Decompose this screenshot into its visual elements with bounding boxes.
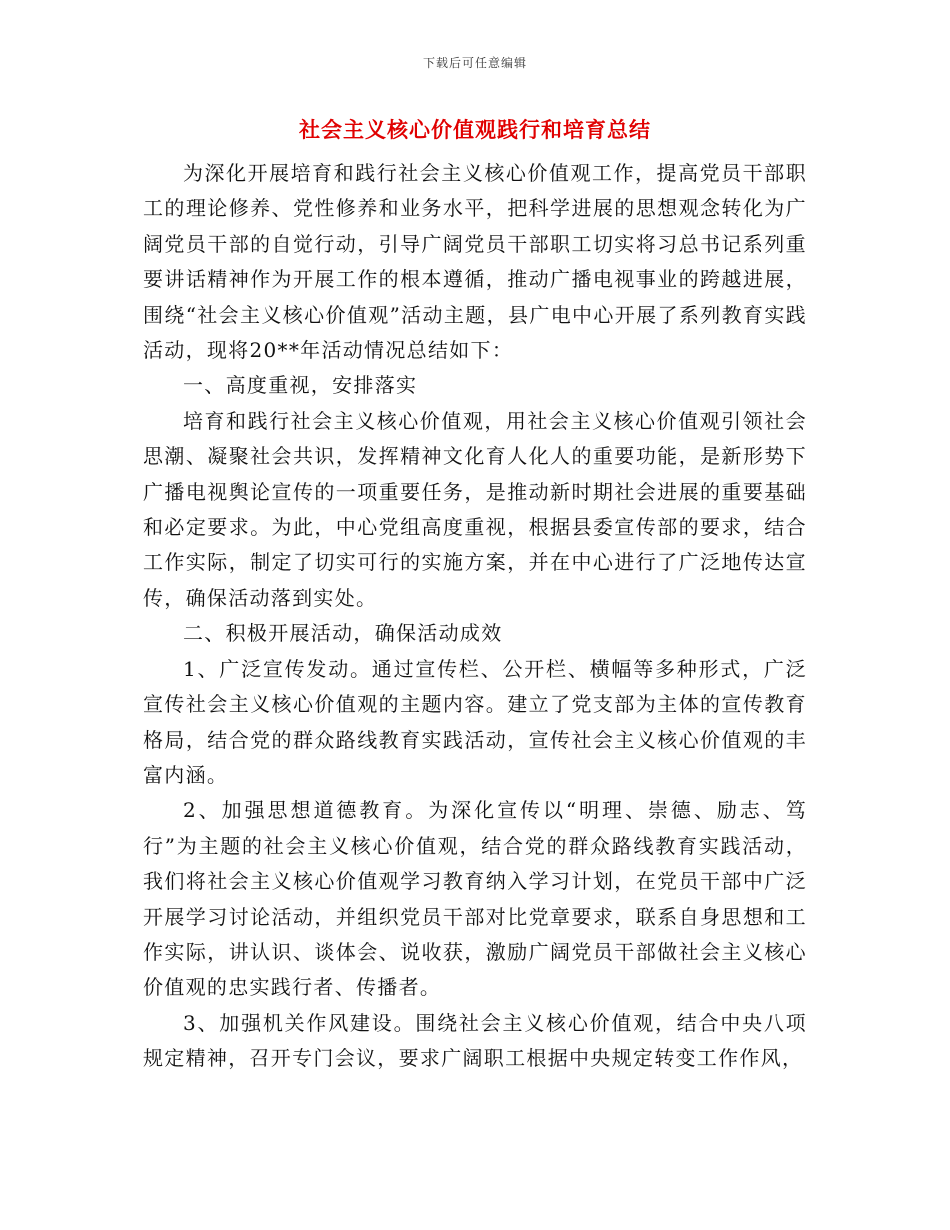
section-1-heading: 一、高度重视，安排落实	[183, 373, 418, 398]
item-2-paragraph: 2、加强思想道德教育。为深化宣传以“明理、崇德、励志、笃行”为主题的社会主义核心价值观，结合党的群众路线教育实践活动，我们将社会主义核心价值观学习教育纳入学习计划，在党员干部中广泛开展学习讨论活动，并组织党员干部对比党章要求，联系自身思想和工作实际，讲认识、谈体会、说收获，激励广阔党员干部做社会主义核心价值观的忠实践行者、传播者。	[143, 798, 807, 1000]
item-1-paragraph: 1、广泛宣传发动。通过宣传栏、公开栏、横幅等多种形式，广泛宣传社会主义核心价值观的主题内容。建立了党支部为主体的宣传教育格局，结合党的群众路线教育实践活动，宣传社会主义核心价值观的丰富内涵。	[143, 656, 807, 787]
section-2-heading: 二、积极开展活动，确保活动成效	[183, 621, 503, 646]
item-3-paragraph: 3、加强机关作风建设。围绕社会主义核心价值观，结合中央八项规定精神，召开专门会议，要求广阔职工根据中央规定转变工作作风，	[143, 1010, 807, 1071]
document-body	[143, 156, 807, 1077]
section-1-paragraph: 培育和践行社会主义核心价值观，用社会主义核心价值观引领社会思潮、凝聚社会共识，发挥精神文化育人化人的重要功能，是新形势下广播电视舆论宣传的一项重要任务，是推动新时期社会进展的重要基础和必定要求。为此，中心党组高度重视，根据县委宣传部的要求，结合工作实际，制定了切实可行的实施方案，并在中心进行了广泛地传达宣传，确保活动落到实处。	[143, 408, 807, 610]
intro-paragraph: 为深化开展培育和践行社会主义核心价值观工作，提高党员干部职工的理论修养、党性修养和业务水平，把科学进展的思想观念转化为广阔党员干部的自觉行动，引导广阔党员干部职工切实将习总书记系列重要讲话精神作为开展工作的根本遵循，推动广播电视事业的跨越进展，围绕“社会主义核心价值观”活动主题，县广电中心开展了系列教育实践活动，现将20**年活动情况总结如下：	[143, 161, 807, 363]
header-note: 下载后可任意编辑	[422, 56, 527, 70]
document-title: 社会主义核心价值观践行和培育总结	[299, 117, 651, 142]
